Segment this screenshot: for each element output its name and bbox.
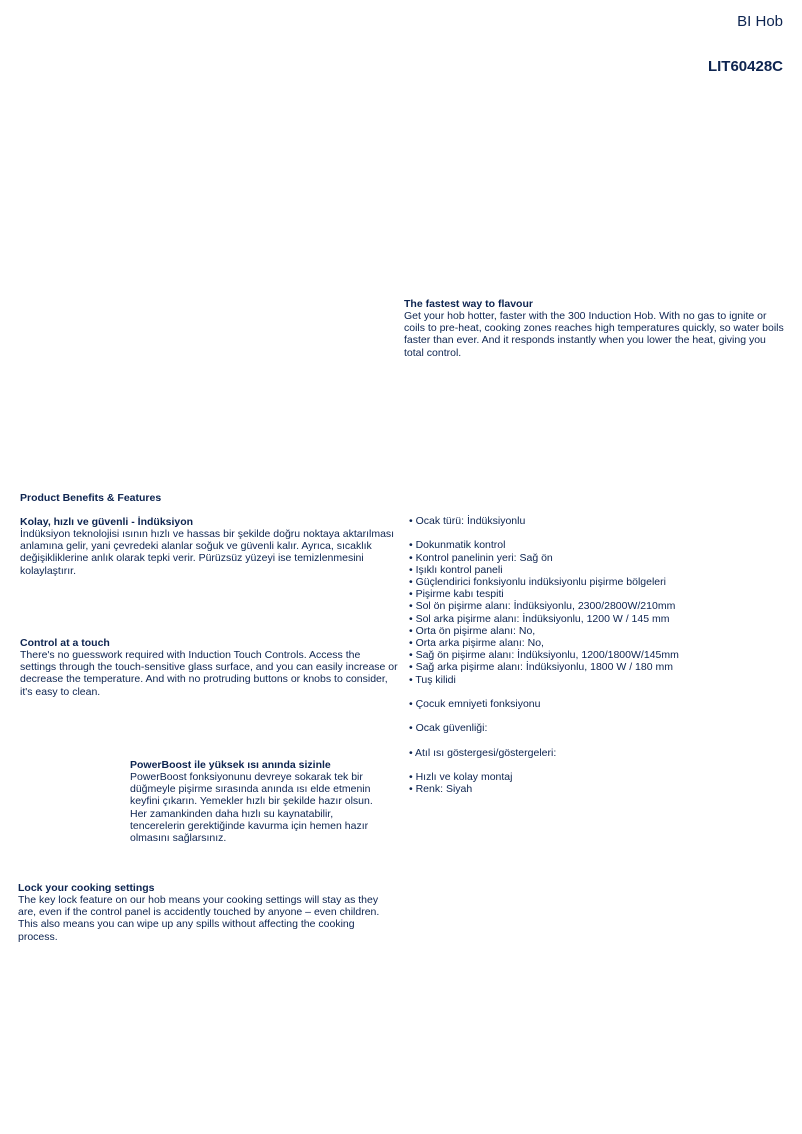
spec-item: • Güçlendirici fonksiyonlu indüksiyonlu pişirme bölgeleri bbox=[409, 576, 666, 588]
benefit-key-lock bbox=[18, 882, 394, 943]
benefit-title: Control at a touch bbox=[20, 637, 110, 649]
spec-item: • Ocak türü: İndüksiyonlu bbox=[409, 515, 526, 527]
spec-item: • Sol ön pişirme alanı: İndüksiyonlu, 2300/2800W/210mm bbox=[409, 600, 676, 613]
spec-item: • Hızlı ve kolay montaj bbox=[409, 771, 513, 784]
spec-item: • Ocak güvenliği: bbox=[409, 722, 488, 735]
intro-text: Get your hob hotter, faster with the 300 Induction Hob. With no gas to ignite or coils to pre-heat, cooking zones reaches high temperatures quickly, so water boils faster than ever. And it responds instantly when you lower the heat, giving you total control. bbox=[404, 310, 784, 359]
benefit-powerboost bbox=[130, 759, 388, 844]
model-number: LIT60428C bbox=[707, 58, 783, 75]
spec-item: • Sol arka pişirme alanı: İndüksiyonlu, 1200 W / 145 mm bbox=[409, 612, 670, 625]
benefit-text: PowerBoost fonksiyonunu devreye sokarak tek bir düğmeyle pişirme sırasında anında ısı elde etmenin keyfini çıkarın. Yemekler hızlı bir şekilde hazır olsun. Her zamankinden daha hızlı su kaynatabilir, tencerelerin gerektiğinde kavurma için hemen hazır olmasını sağlarsınız. bbox=[130, 771, 373, 845]
benefit-text: İndüksiyon teknolojisi ısının hızlı ve hassas bir şekilde doğru noktaya aktarılması anlamına gelir, yani çevredeki alanlar soğuk ve güvenli kalır. Ayrıca, sıcaklık değişikliklerine anlık olarak tepki verir. Pürüzsüz yüzeyi ise temizlenmesini kolaylaştırır. bbox=[20, 528, 395, 577]
product-category: BI Hob bbox=[737, 13, 783, 30]
spec-item: • Kontrol panelinin yeri: Sağ ön bbox=[409, 551, 553, 564]
spec-list bbox=[409, 515, 679, 796]
spec-item: • Pişirme kabı tespiti bbox=[409, 588, 504, 601]
spec-item: • Çocuk emniyeti fonksiyonu bbox=[409, 698, 541, 711]
spec-item: • Sağ ön pişirme alanı: İndüksiyonlu, 1200/1800W/145mm bbox=[409, 649, 679, 662]
spec-item: • Dokunmatik kontrol bbox=[409, 539, 506, 552]
benefit-title: Kolay, hızlı ve güvenli - İndüksiyon bbox=[20, 516, 194, 528]
benefit-text: There's no guesswork required with Induction Touch Controls. Access the settings through the touch-sensitive glass surface, and you can easily increase or decrease the temperature. And with no protruding buttons or knobs to consider, it's easy to clean. bbox=[20, 649, 398, 698]
spec-item: • Atıl ısı göstergesi/göstergeleri: bbox=[409, 746, 557, 759]
benefit-text: The key lock feature on our hob means your cooking settings will stay as they are, even if the control panel is accidently touched by anyone – even children. This also means you can wipe up any spills without affecting the cooking process. bbox=[18, 894, 380, 943]
benefit-title: PowerBoost ile yüksek ısı anında sizinle bbox=[130, 759, 331, 771]
benefit-touch-control bbox=[20, 637, 398, 698]
benefits-heading: Product Benefits & Features bbox=[20, 492, 162, 504]
intro-title: The fastest way to flavour bbox=[404, 298, 533, 310]
spec-item: • Işıklı kontrol paneli bbox=[409, 563, 503, 576]
spec-item: • Orta ön pişirme alanı: No, bbox=[409, 624, 536, 637]
spec-item: • Renk: Siyah bbox=[409, 783, 473, 796]
spec-item: • Sağ arka pişirme alanı: İndüksiyonlu, 1800 W / 180 mm bbox=[409, 661, 673, 674]
intro-block bbox=[404, 298, 786, 359]
benefit-induction bbox=[20, 516, 398, 577]
benefit-title: Lock your cooking settings bbox=[18, 882, 155, 894]
spec-item: • Tuş kilidi bbox=[409, 673, 456, 686]
spec-item: • Orta arka pişirme alanı: No, bbox=[409, 637, 544, 650]
